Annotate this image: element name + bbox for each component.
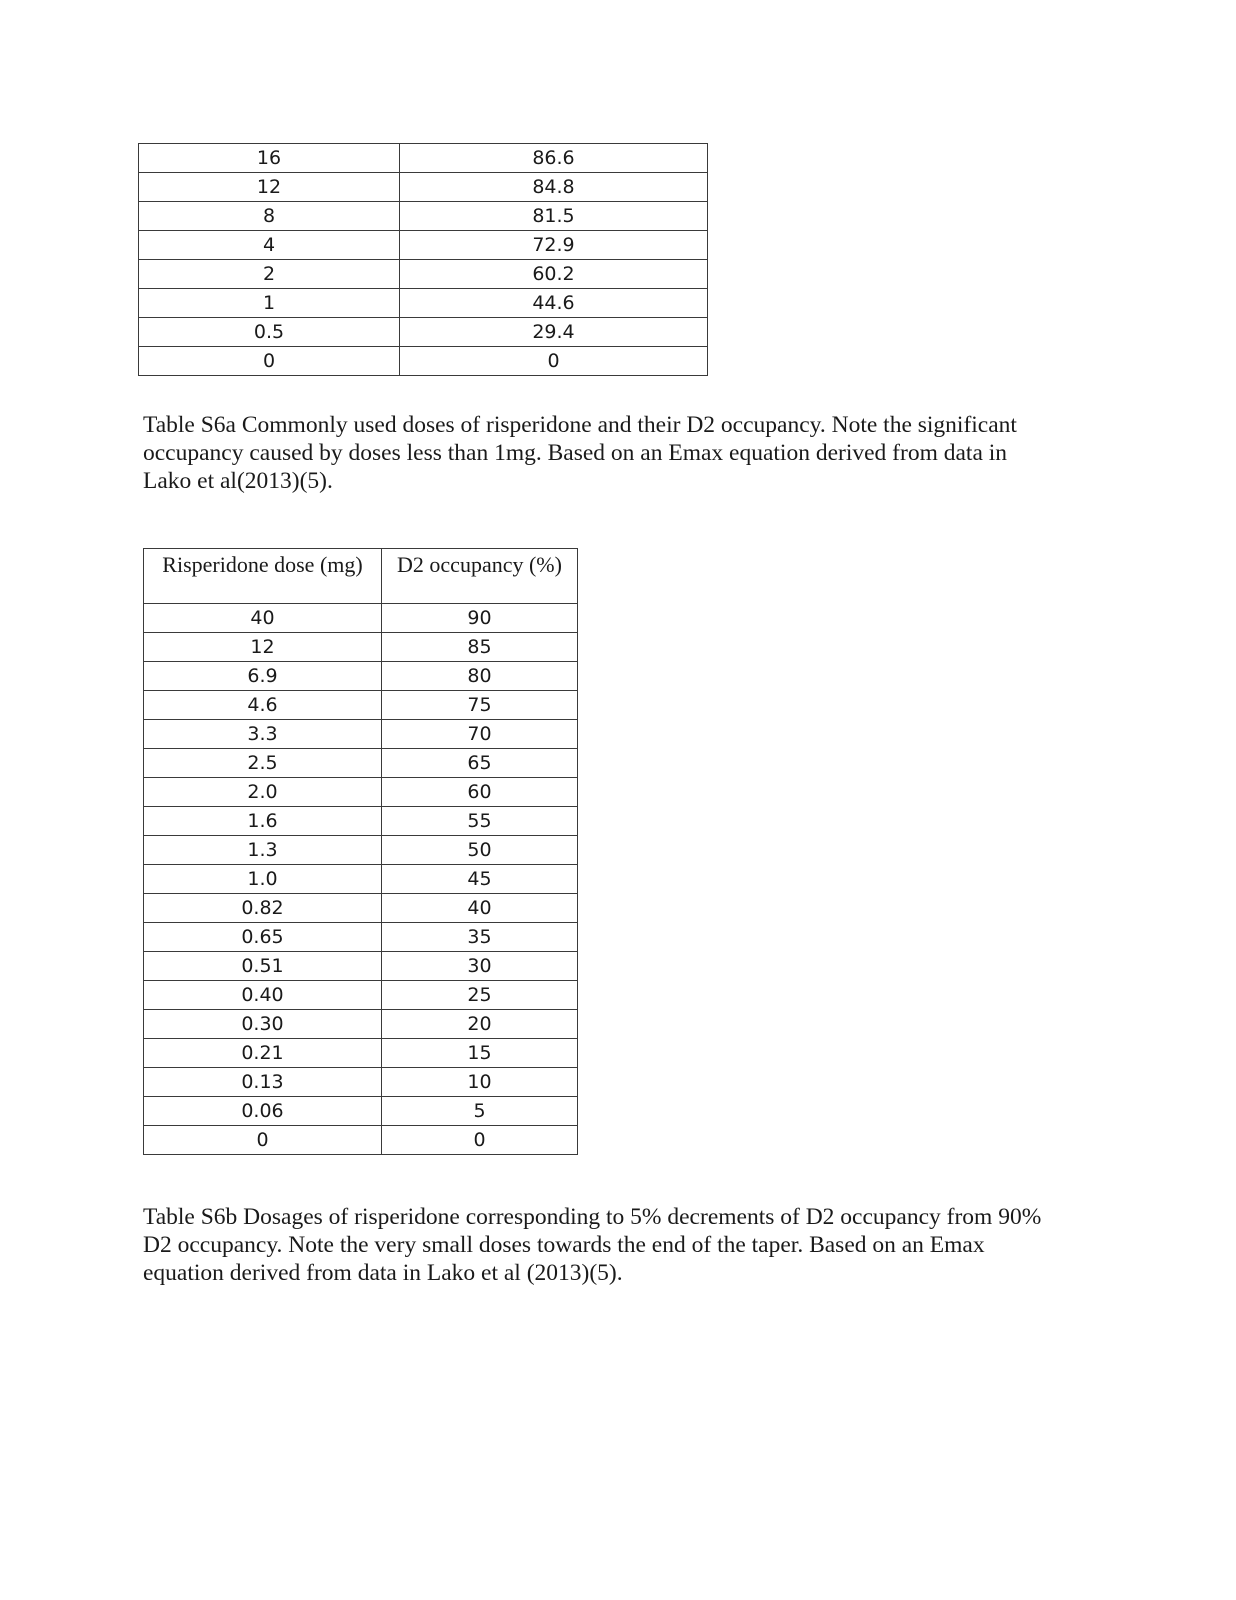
table-row: [139, 318, 708, 347]
dose-cell: 1.3: [144, 836, 382, 865]
table-row: [144, 1068, 578, 1097]
dose-cell: 3.3: [144, 720, 382, 749]
occupancy-cell: 84.8: [400, 173, 708, 202]
dose-cell: 2.0: [144, 778, 382, 807]
occupancy-cell: 15: [382, 1039, 578, 1068]
dose-cell: 4: [139, 231, 400, 260]
dose-cell: 4.6: [144, 691, 382, 720]
occupancy-cell: 60: [382, 778, 578, 807]
occupancy-cell: 90: [382, 604, 578, 633]
dose-cell: 6.9: [144, 662, 382, 691]
occupancy-cell: 30: [382, 952, 578, 981]
occupancy-cell: 20: [382, 1010, 578, 1039]
table-row: [139, 173, 708, 202]
occupancy-cell: 40: [382, 894, 578, 923]
table-row: [144, 1039, 578, 1068]
table-row: [144, 981, 578, 1010]
dose-cell: 40: [144, 604, 382, 633]
table-row: [144, 952, 578, 981]
dose-cell: 0.40: [144, 981, 382, 1010]
table-row: [144, 807, 578, 836]
table-row: [144, 865, 578, 894]
occupancy-cell: 55: [382, 807, 578, 836]
dose-cell: 0.51: [144, 952, 382, 981]
table-row: [139, 289, 708, 318]
occupancy-cell: 0: [400, 347, 708, 376]
occupancy-cell: 85: [382, 633, 578, 662]
table-row: [139, 144, 708, 173]
occupancy-cell: 10: [382, 1068, 578, 1097]
dose-cell: 2.5: [144, 749, 382, 778]
table-s6a-body: [139, 144, 708, 376]
table-row: [144, 1126, 578, 1155]
header-d2-occupancy: D2 occupancy (%): [382, 549, 578, 604]
table-row: [144, 691, 578, 720]
table-row: [139, 202, 708, 231]
caption-s6b: Table S6b Dosages of risperidone corresponding to 5% decrements of D2 occupancy from 90% D2 occupancy. Note the very small doses towards the end of the taper. Based on an Emax equation derived from data in Lako et al (2013)(5).: [143, 1204, 1042, 1286]
table-row: [139, 260, 708, 289]
dose-cell: 1.0: [144, 865, 382, 894]
occupancy-cell: 50: [382, 836, 578, 865]
occupancy-cell: 25: [382, 981, 578, 1010]
dose-cell: 0.82: [144, 894, 382, 923]
dose-cell: 2: [139, 260, 400, 289]
table-row: [144, 1097, 578, 1126]
occupancy-cell: 60.2: [400, 260, 708, 289]
occupancy-cell: 75: [382, 691, 578, 720]
table-row: [144, 749, 578, 778]
dose-cell: 0.06: [144, 1097, 382, 1126]
table-row: [139, 231, 708, 260]
dose-cell: 0.21: [144, 1039, 382, 1068]
dose-cell: 0.5: [139, 318, 400, 347]
occupancy-cell: 80: [382, 662, 578, 691]
occupancy-cell: 45: [382, 865, 578, 894]
table-row: [144, 836, 578, 865]
occupancy-cell: 81.5: [400, 202, 708, 231]
occupancy-cell: 29.4: [400, 318, 708, 347]
dose-cell: 12: [139, 173, 400, 202]
table-s6b-body: [144, 604, 578, 1155]
occupancy-cell: 86.6: [400, 144, 708, 173]
occupancy-cell: 5: [382, 1097, 578, 1126]
table-row: [144, 778, 578, 807]
occupancy-cell: 35: [382, 923, 578, 952]
table-row: [144, 1010, 578, 1039]
table-s6b-header-row: [144, 549, 578, 604]
table-s6a: [138, 143, 708, 376]
occupancy-cell: 72.9: [400, 231, 708, 260]
table-row: [144, 662, 578, 691]
table-row: [144, 720, 578, 749]
dose-cell: 16: [139, 144, 400, 173]
occupancy-cell: 65: [382, 749, 578, 778]
occupancy-cell: 44.6: [400, 289, 708, 318]
dose-cell: 0: [139, 347, 400, 376]
table-row: [139, 347, 708, 376]
table-row: [144, 633, 578, 662]
dose-cell: 1: [139, 289, 400, 318]
dose-cell: 0.13: [144, 1068, 382, 1097]
table-row: [144, 923, 578, 952]
dose-cell: 8: [139, 202, 400, 231]
header-risperidone-dose: Risperidone dose (mg): [144, 549, 382, 604]
occupancy-cell: 70: [382, 720, 578, 749]
dose-cell: 0: [144, 1126, 382, 1155]
table-row: [144, 604, 578, 633]
table-s6b: [143, 548, 578, 1155]
dose-cell: 0.65: [144, 923, 382, 952]
caption-s6a: Table S6a Commonly used doses of risperidone and their D2 occupancy. Note the significant occupancy caused by doses less than 1mg. Based on an Emax equation derived from data in Lako et al(2013)(5).: [143, 412, 1017, 494]
table-row: [144, 894, 578, 923]
dose-cell: 0.30: [144, 1010, 382, 1039]
occupancy-cell: 0: [382, 1126, 578, 1155]
dose-cell: 1.6: [144, 807, 382, 836]
dose-cell: 12: [144, 633, 382, 662]
